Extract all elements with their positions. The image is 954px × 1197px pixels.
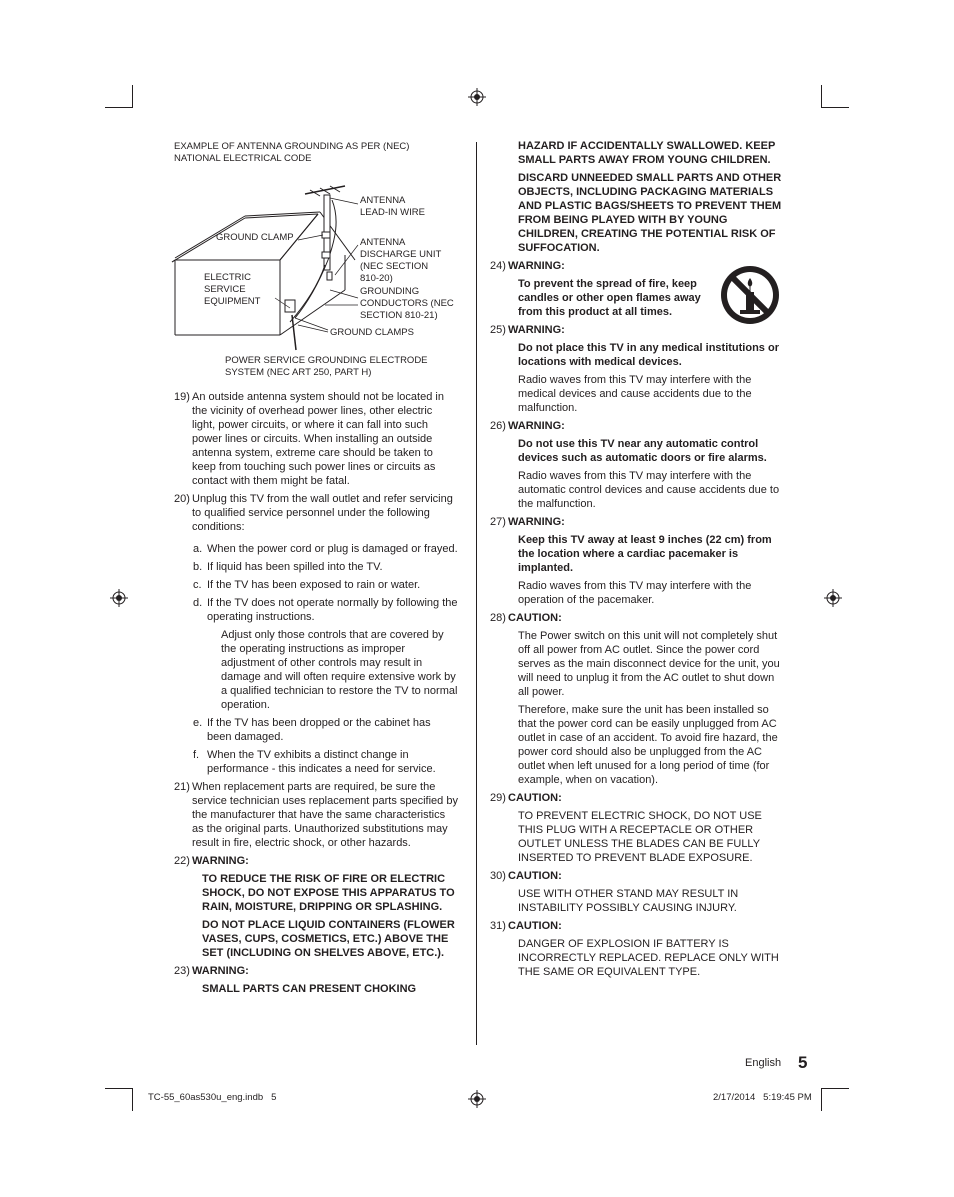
item-heading: CAUTION: (508, 612, 562, 624)
warning-text: HAZARD IF ACCIDENTALLY SWALLOWED. KEEP SMALL PARTS AWAY FROM YOUNG CHILDREN. (518, 140, 776, 166)
list-item-30 (490, 869, 782, 883)
label-line: POWER SERVICE GROUNDING ELECTRODE (225, 355, 428, 366)
item-number: f. (193, 749, 200, 761)
item-heading: WARNING: (508, 516, 565, 528)
caution-31-body (490, 937, 782, 979)
item-number: 26) (490, 420, 506, 432)
label-ground-clamp: GROUND CLAMP (216, 232, 294, 243)
caution-28-body (490, 629, 782, 787)
label-line: LEAD-IN WIRE (360, 207, 425, 218)
crop-mark (132, 85, 133, 108)
item-number: 19) (174, 391, 190, 403)
item-number: 27) (490, 516, 506, 528)
label-line: ANTENNA (360, 237, 406, 248)
item-number: d. (193, 597, 203, 609)
footer-file-name: TC-55_60as530u_eng.indb 5 (148, 1092, 277, 1103)
crop-mark (105, 107, 133, 108)
crop-mark (821, 85, 822, 108)
warning-text: To prevent the spread of fire, keep candles or other open flames away from this product at all times. (518, 278, 701, 318)
crop-mark (105, 1088, 133, 1089)
label-line: SYSTEM (NEC ART 250, PART H) (225, 367, 372, 378)
diagram-caption (174, 141, 474, 165)
warning-text: TO REDUCE THE RISK OF FIRE OR ELECTRIC SHOCK, DO NOT EXPOSE THIS APPARATUS TO RAIN, MOISTURE, DRIPPING OR SPLASHING. (202, 873, 455, 913)
list-item-28 (490, 611, 782, 625)
warning-27-body (490, 533, 782, 607)
item-heading: WARNING: (192, 965, 249, 977)
caption-line: EXAMPLE OF ANTENNA GROUNDING AS PER (NEC) (174, 141, 410, 152)
sub-item-c (193, 578, 458, 592)
item-text: If liquid has been spilled into the TV. (207, 561, 383, 573)
registration-mark-icon (824, 589, 842, 607)
item-text: When the TV exhibits a distinct change in performance - this indicates a need for service. (207, 749, 436, 775)
warning-text: Do not place this TV in any medical institutions or locations with medical devices. (518, 342, 779, 368)
item-number: 29) (490, 792, 506, 804)
item-number: 24) (490, 260, 506, 272)
warning-24-body (490, 277, 782, 319)
body-text: USE WITH OTHER STAND MAY RESULT IN INSTABILITY POSSIBLY CAUSING INJURY. (518, 888, 739, 914)
item-text: If the TV does not operate normally by following the operating instructions. (207, 597, 458, 623)
label-ground-clamps: GROUND CLAMPS (330, 327, 414, 338)
item-heading: CAUTION: (508, 920, 562, 932)
item-heading: CAUTION: (508, 870, 562, 882)
label-line: ELECTRIC (204, 272, 251, 283)
label-line: EQUIPMENT (204, 296, 261, 307)
body-text: Radio waves from this TV may interfere with the operation of the pacemaker. (518, 580, 752, 606)
item-text: An outside antenna system should not be located in the vicinity of overhead power lines, other electric light, power circuits, or where it can fall into such power lines or circuits. When installing an outside antenna system, extreme care should be taken to keep from touching such power lines or circuits as contact with them might be fatal. (192, 391, 444, 487)
sub-item-d-note: Adjust only those controls that are covered by the operating instructions as improper adjustment of other controls may result in damage and will often require extensive work by a qualified technician to restore the TV to normal operation. (221, 629, 458, 711)
right-column (490, 139, 782, 983)
list-item-20 (174, 492, 458, 534)
item-number: 25) (490, 324, 506, 336)
item-text: When replacement parts are required, be sure the service technician uses replacement parts specified by the manufacturer that have the same characteristics as the original parts. Unauthorized substitutions may result in fire, electric shock, or other hazards. (192, 781, 458, 849)
caution-29-body (490, 809, 782, 865)
sub-item-d (193, 596, 458, 624)
registration-mark-icon (468, 88, 486, 106)
item-number: 22) (174, 855, 190, 867)
column-divider (476, 142, 477, 1045)
warning-text: DO NOT PLACE LIQUID CONTAINERS (FLOWER VASES, CUPS, COSMETICS, ETC.) ABOVE THE SET (INCLUDING ON SHELVES ABOVE, ETC.). (202, 919, 455, 959)
warning-text: Keep this TV away at least 9 inches (22 cm) from the location where a cardiac pacemaker is implanted. (518, 534, 772, 574)
registration-mark-icon (468, 1090, 486, 1108)
list-item-25 (490, 323, 782, 337)
crop-mark (821, 107, 849, 108)
page-number: 5 (798, 1053, 808, 1072)
item-number: e. (193, 717, 203, 729)
label-line: GROUNDING (360, 286, 420, 297)
item-heading: WARNING: (508, 420, 565, 432)
sub-item-a (193, 542, 458, 556)
list-item-21 (174, 780, 458, 850)
registration-mark-icon (110, 589, 128, 607)
body-text: The Power switch on this unit will not completely shut off all power from AC outlet. Since the power cord serves as the main disconnect device for the unit, you will need to unplug it from the AC outlet to shut down all power. (518, 630, 780, 698)
item-text: When the power cord or plug is damaged or frayed. (207, 543, 458, 555)
body-text: Radio waves from this TV may interfere with the automatic control devices and cause accidents due to the malfunction. (518, 470, 780, 510)
item-number: 20) (174, 493, 190, 505)
item-number: 21) (174, 781, 190, 793)
item-number: 31) (490, 920, 506, 932)
item-heading: WARNING: (192, 855, 249, 867)
item-text: Unplug this TV from the wall outlet and refer servicing to qualified service personnel under the following conditions: (192, 493, 453, 533)
item-heading: WARNING: (508, 324, 565, 336)
sub-item-f (193, 748, 458, 776)
sub-list (174, 542, 458, 776)
item-number: c. (193, 579, 202, 591)
warning-23-body (174, 982, 458, 996)
item-number: a. (193, 543, 203, 555)
sub-item-b (193, 560, 458, 574)
label-line: DISCHARGE UNIT (360, 249, 442, 260)
body-text: Radio waves from this TV may interfere with the medical devices and cause accidents due to the malfunction. (518, 374, 752, 414)
label-line: 810-20) (360, 273, 393, 284)
list-item-19 (174, 390, 458, 488)
label-discharge-unit (360, 237, 441, 285)
footer-timestamp: 2/17/2014 5:19:45 PM (713, 1092, 812, 1103)
label-grounding-conductors (360, 286, 454, 322)
warning-text: DISCARD UNNEEDED SMALL PARTS AND OTHER OBJECTS, INCLUDING PACKAGING MATERIALS AND PLASTIC BAGS/SHEETS TO PREVENT THEM FROM BEING PLAYED WITH BY YOUNG CHILDREN, CREATING THE POTENTIAL RISK OF SUFFOCATION. (518, 172, 782, 254)
no-open-flame-icon (720, 265, 780, 325)
body-text: Therefore, make sure the unit has been installed so that the power cord can be easily unplugged from AC outlet in case of an accident. To avoid fire hazard, the power cord should also be unplugged from the AC outlet when left unused for a long period of time (for example, when on vacation). (518, 704, 778, 786)
item-number: 30) (490, 870, 506, 882)
warning-text: SMALL PARTS CAN PRESENT CHOKING (202, 983, 417, 995)
warning-22-body (174, 872, 458, 960)
footer-language: English (745, 1057, 782, 1069)
item-number: b. (193, 561, 203, 573)
left-column (174, 390, 458, 1000)
caution-30-body (490, 887, 782, 915)
item-text: If the TV has been exposed to rain or water. (207, 579, 421, 591)
caption-line: NATIONAL ELECTRICAL CODE (174, 153, 312, 164)
list-item-23 (174, 964, 458, 978)
item-heading: CAUTION: (508, 792, 562, 804)
label-line: (NEC SECTION (360, 261, 429, 272)
crop-mark (821, 1088, 822, 1111)
body-text: DANGER OF EXPLOSION IF BATTERY IS INCORRECTLY REPLACED. REPLACE ONLY WITH THE SAME OR EQUIVALENT TYPE. (518, 938, 779, 978)
crop-mark (132, 1088, 133, 1111)
list-item-27 (490, 515, 782, 529)
warning-23-continued (490, 139, 782, 255)
list-item-22 (174, 854, 458, 868)
label-electric-service (204, 272, 260, 308)
label-line: CONDUCTORS (NEC (360, 298, 454, 309)
item-number: 28) (490, 612, 506, 624)
crop-mark (821, 1088, 849, 1089)
item-heading: WARNING: (508, 260, 565, 272)
list-item-31 (490, 919, 782, 933)
list-item-29 (490, 791, 782, 805)
item-text: If the TV has been dropped or the cabinet has been damaged. (207, 717, 431, 743)
label-line: ANTENNA (360, 195, 406, 206)
list-item-26 (490, 419, 782, 433)
label-antenna-lead-in (360, 195, 425, 219)
label-grounding-electrode (225, 355, 428, 379)
label-line: SERVICE (204, 284, 246, 295)
warning-25-body (490, 341, 782, 415)
warning-text: Do not use this TV near any automatic control devices such as automatic doors or fire alarms. (518, 438, 767, 464)
item-number: 23) (174, 965, 190, 977)
label-line: SECTION 810-21) (360, 310, 438, 321)
sub-item-e (193, 716, 458, 744)
body-text: TO PREVENT ELECTRIC SHOCK, DO NOT USE THIS PLUG WITH A RECEPTACLE OR OTHER OUTLET UNLESS THE BLADES CAN BE FULLY INSERTED TO PREVENT BLADE EXPOSURE. (518, 810, 762, 864)
warning-26-body (490, 437, 782, 511)
